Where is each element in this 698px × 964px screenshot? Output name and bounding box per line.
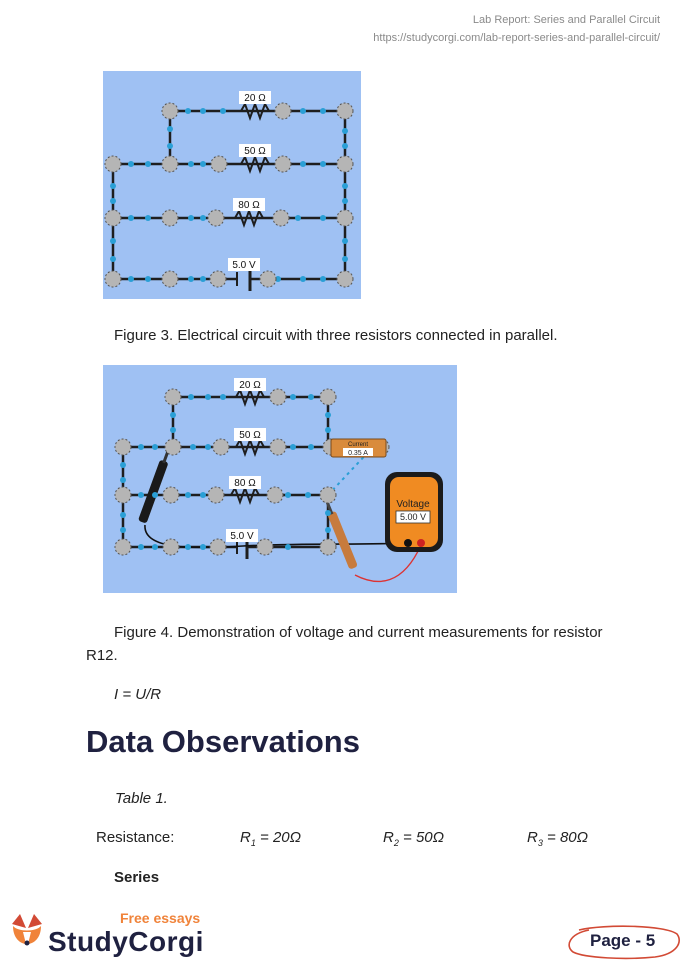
resistance-r1: $R_1 = 20\Omega$ <box>240 829 302 848</box>
fig3-label-r3: 80 Ω <box>238 200 260 211</box>
resistance-label: Resistance: <box>96 829 175 846</box>
figure-3-image <box>103 71 361 299</box>
ammeter-value: 0.35 A <box>348 450 368 457</box>
voltmeter-value: 5.00 V <box>399 512 427 522</box>
figure-4-caption-line1: Figure 4. Demonstration of voltage and current measurements for resistor <box>114 624 603 641</box>
header-title: Lab Report: Series and Parallel Circuit <box>472 14 660 26</box>
fig3-label-r2: 50 Ω <box>244 146 266 157</box>
figure-3-caption: Figure 3. Electrical circuit with three resistors connected in parallel. <box>114 327 558 344</box>
table-caption: Table 1. <box>115 790 168 807</box>
resistance-r2: $R_2 = 50\Omega$ <box>383 829 445 848</box>
figure-4-circuit <box>103 365 457 593</box>
fig4-label-r3: 80 Ω <box>234 478 256 489</box>
header-url[interactable]: https://studycorgi.com/lab-report-series-and-parallel-circuit/ <box>373 32 660 44</box>
voltmeter-title: Voltage <box>396 499 430 510</box>
fig3-label-r1: 20 Ω <box>244 93 266 104</box>
fig4-label-battery: 5.0 V <box>230 531 254 542</box>
series-subheading: Series <box>114 869 160 886</box>
section-title: Data Observations <box>86 724 360 759</box>
figure-4-caption-line2: R12. <box>86 647 118 664</box>
page-number: Page - 5 <box>590 931 656 950</box>
figure-4-image <box>103 365 457 593</box>
ammeter-title: Current <box>347 442 369 448</box>
fig3-label-battery: 5.0 V <box>232 260 256 271</box>
resistance-r3: $R_3 = 80\Omega$ <box>527 829 589 848</box>
fig4-label-r1: 20 Ω <box>239 380 261 391</box>
fig4-label-r2: 50 Ω <box>239 430 261 441</box>
footer-brand[interactable]: StudyCorgi <box>48 926 204 957</box>
ohms-law-formula: I = U/R <box>114 686 162 703</box>
voltmeter <box>385 472 443 552</box>
figure-3-circuit <box>103 71 361 299</box>
footer-tagline: Free essays <box>120 910 201 926</box>
ammeter <box>331 439 386 457</box>
